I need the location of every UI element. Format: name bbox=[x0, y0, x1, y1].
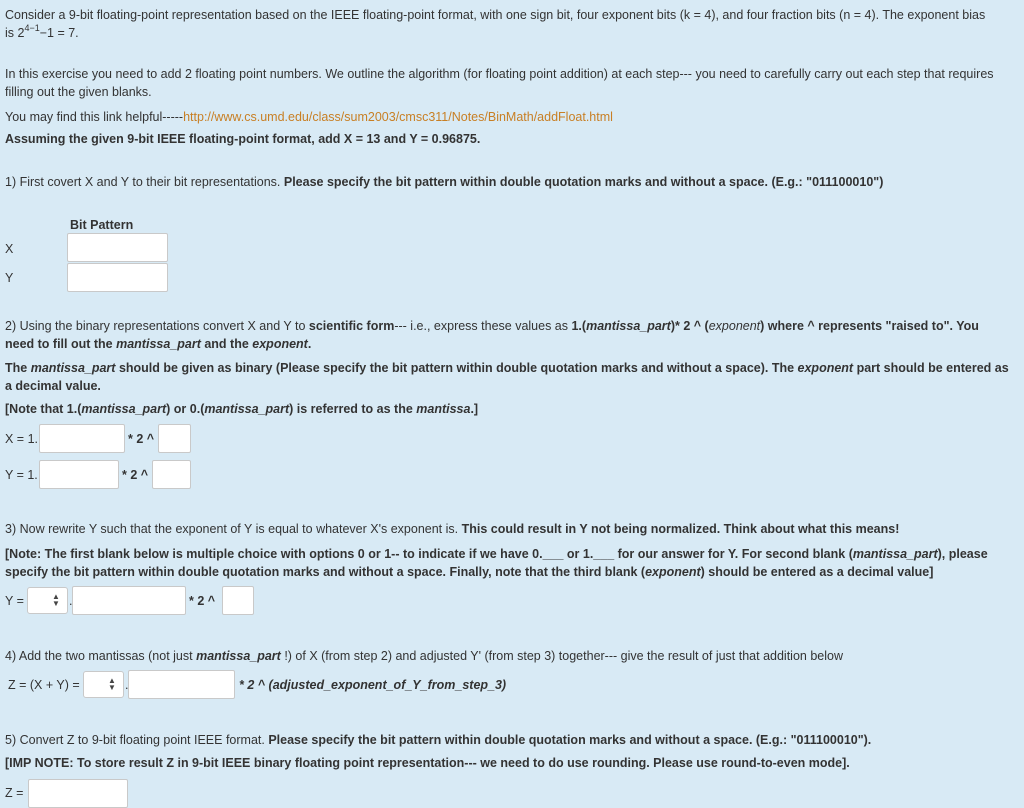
y-bit-pattern-input[interactable] bbox=[67, 263, 168, 292]
y-exponent-input[interactable] bbox=[152, 460, 191, 489]
intro-paragraph: Consider a 9-bit floating-point representation based on the IEEE floating-point format, with one sign bit, four exponent bits (k = 4), and four fraction bits (n = 4). The exponent bias is $2^{4-1}-1 = 7$. bbox=[5, 8, 986, 40]
bit-pattern-header: Bit Pattern bbox=[70, 218, 134, 232]
step2-instructions: 2) Using the binary representations convert X and Y to scientific form--- i.e., express these values as 1.(mantissa_part)* 2 ^ (exponent) where ^ represents "raised to". You need to fill out the mantissa_part and the exponent. bbox=[5, 319, 979, 351]
x-scientific-prefix: X = 1. bbox=[5, 432, 39, 446]
exercise-description: In this exercise you need to add 2 floating point numbers. We outline the algorithm (for floating point addition) at each step--- you need to carefully carry out each step that requires filling out the given blanks. bbox=[5, 67, 994, 99]
z-ieee-bit-pattern-input[interactable] bbox=[28, 779, 128, 808]
reference-link[interactable]: http://www.cs.umd.edu/class/sum2003/cmsc311/Notes/BinMath/addFloat.html bbox=[183, 110, 613, 124]
step4-instructions: 4) Add the two mantissas (not just mantissa_part !) of X (from step 2) and adjusted Y' (from step 3) together--- give the result of just that addition below bbox=[5, 649, 843, 663]
x-mantissa-input[interactable] bbox=[39, 424, 125, 453]
z-leading-bit-select[interactable] bbox=[83, 671, 124, 698]
y-adjusted-prefix: Y = bbox=[5, 594, 24, 608]
z-mantissa-input[interactable] bbox=[128, 670, 235, 699]
assumption-text: Assuming the given 9-bit IEEE floating-point format, add X = 13 and Y = 0.96875. bbox=[5, 132, 481, 146]
z-sum-dot: . bbox=[125, 678, 129, 692]
z-ieee-prefix: Z = bbox=[5, 786, 24, 800]
z-exponent-suffix: * 2 ^ (adjusted_exponent_of_Y_from_step_3) bbox=[239, 678, 507, 692]
updown-arrows-icon: ▲ ▼ bbox=[52, 592, 60, 608]
link-line: You may find this link helpful-----http://www.cs.umd.edu/class/sum2003/cmsc311/Notes/BinMath/addFloat.html bbox=[5, 110, 613, 124]
step1-instructions: 1) First covert X and Y to their bit representations. Please specify the bit pattern within double quotation marks and without a space. (E.g.: "011100010") bbox=[5, 175, 884, 189]
step2-mantissa-note: The mantissa_part should be given as binary (Please specify the bit pattern within double quotation marks and without a space). The exponent part should be entered as a decimal value. bbox=[5, 361, 1009, 393]
y-adjusted-times-two-power: * 2 ^ bbox=[189, 594, 216, 608]
x-times-two-power: * 2 ^ bbox=[128, 432, 155, 446]
updown-arrows-icon: ▲ ▼ bbox=[108, 676, 116, 692]
y-times-two-power: * 2 ^ bbox=[122, 468, 149, 482]
y-scientific-prefix: Y = 1. bbox=[5, 468, 38, 482]
step5-instructions: 5) Convert Z to 9-bit floating point IEEE format. Please specify the bit pattern within double quotation marks and without a space. (E.g.: "011100010"). bbox=[5, 733, 872, 747]
z-sum-prefix: Z = (X + Y) = bbox=[8, 678, 80, 692]
row-label-x: X bbox=[5, 242, 14, 256]
step3-note: [Note: The first blank below is multiple choice with options 0 or 1-- to indicate if we have 0.___ or 1.___ for our answer for Y. For second blank (mantissa_part), please specify the bit pattern within double quotation marks and without a space. Finally, note that the third blank (exponent) should be entered as a decimal value] bbox=[5, 547, 988, 579]
y-adjusted-dot: . bbox=[69, 594, 73, 608]
x-exponent-input[interactable] bbox=[158, 424, 191, 453]
y-adjusted-mantissa-input[interactable] bbox=[72, 586, 186, 615]
step2-bracket-note: [Note that 1.(mantissa_part) or 0.(mantissa_part) is referred to as the mantissa.] bbox=[5, 402, 479, 416]
step5-note: [IMP NOTE: To store result Z in 9-bit IEEE binary floating point representation--- we need to do use rounding. Please use round-to-even mode]. bbox=[5, 756, 850, 770]
row-label-y: Y bbox=[5, 271, 14, 285]
y-adjusted-exponent-input[interactable] bbox=[222, 586, 254, 615]
x-bit-pattern-input[interactable] bbox=[67, 233, 168, 262]
y-mantissa-input[interactable] bbox=[39, 460, 119, 489]
step3-instructions: 3) Now rewrite Y such that the exponent of Y is equal to whatever X's exponent is. This could result in Y not being normalized. Think about what this means! bbox=[5, 522, 900, 536]
y-leading-bit-select[interactable] bbox=[27, 587, 68, 614]
